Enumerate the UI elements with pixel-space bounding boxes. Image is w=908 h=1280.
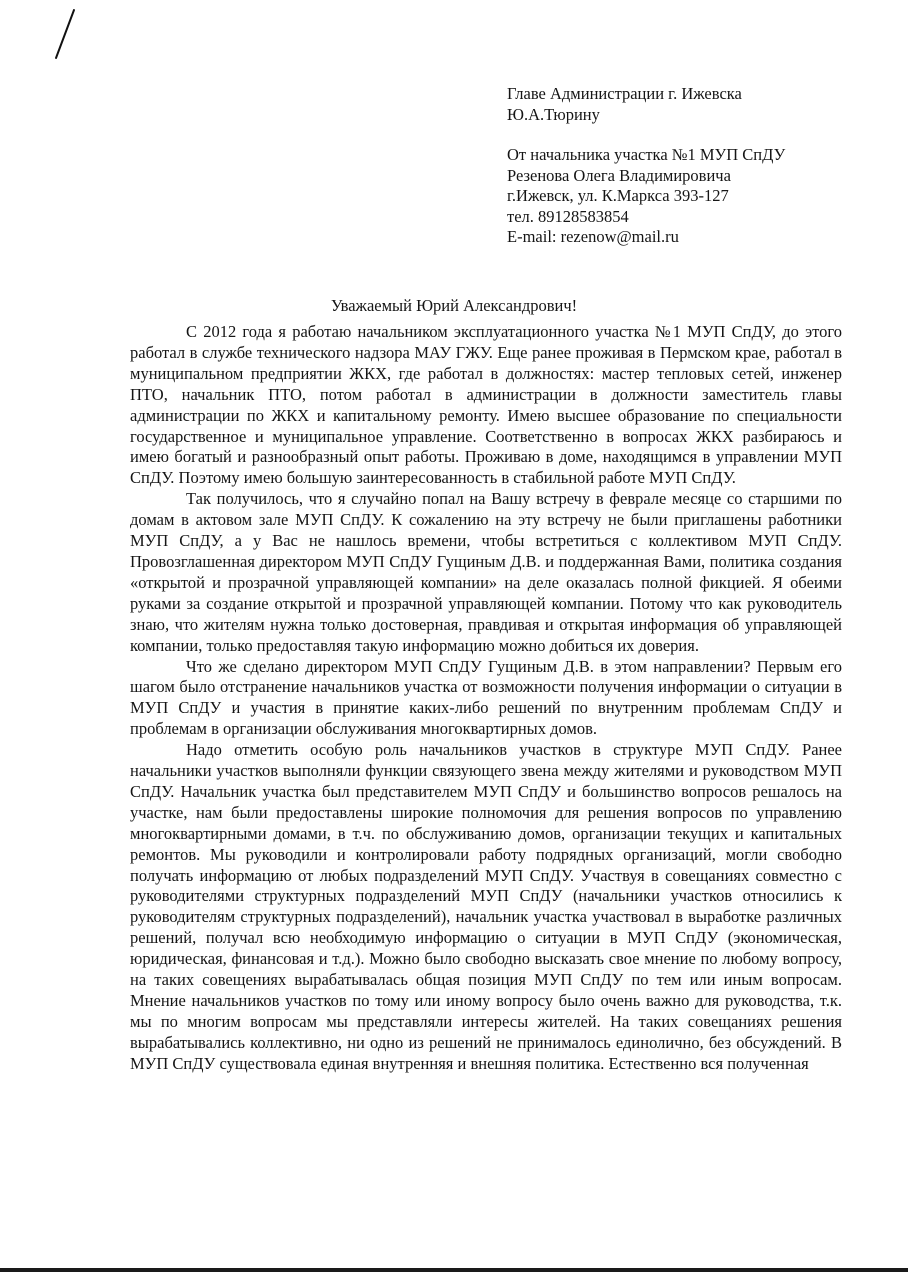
letter-body bbox=[130, 322, 842, 1075]
recipient-title: Главе Администрации г. Ижевска bbox=[507, 84, 742, 103]
sender-email: E-mail: rezenow@mail.ru bbox=[507, 227, 679, 246]
salutation: Уважаемый Юрий Александрович! bbox=[330, 296, 578, 315]
addressee-block bbox=[507, 84, 785, 248]
sender-phone: тел. 89128583854 bbox=[507, 206, 629, 226]
recipient-name: Ю.А.Тюрину bbox=[507, 104, 600, 124]
paragraph: Надо отметить особую роль начальников участков в структуре МУП СпДУ. Ранее начальники участков выполняли функции связующего звена между жителями и руководством МУП СпДУ. Начальник участка был представителем МУП СпДУ и большинство вопросов решалось на участке, нам были предоставлены широкие полномочия для решения вопросов по управлению многоквартирными домами, в т.ч. по обслуживанию домов, организации текущих и капитальных ремонтов. Мы руководили и контролировали работу подрядных организаций, могли свободно получать информацию от любых подразделений МУП СпДУ. Участвуя в совещаниях совместно с руководителями структурных подразделений МУП СпДУ (начальники участков относились к руководителям структурных подразделений), начальник участка участвовал в выработке различных решений, получал всю необходимую информацию о ситуации в МУП СпДУ (экономическая, юридическая, финансовая и т.д.). Можно было свободно высказать свое мнение по любому вопросу, на таких совещениях вырабатывалась общая позиция МУП СпДУ по тем или иным вопросам. Мнение начальников участков по тому или иному вопросу было очень важно для руководства, т.к. мы по многим вопросам мы представляли интересы жителей. На таких совещаниях решения вырабатывались коллективно, ни одно из решений не принималось единолично, без обсуждений. В МУП СпДУ существовала единая внутренняя и внешняя политика. Естественно вся полученная bbox=[130, 740, 842, 1073]
handwritten-slash-mark bbox=[50, 8, 80, 60]
sender-position: От начальника участка №1 МУП СпДУ bbox=[507, 145, 786, 164]
sender-name: Резенова Олега Владимировича bbox=[507, 165, 731, 185]
paragraph: С 2012 года я работаю начальником эксплуатационного участка №1 МУП СпДУ, до этого работал в службе технического надзора МАУ ГЖУ. Еще ранее проживая в Пермском крае, работал в муниципальном предприятии ЖКХ, где работал в должностях: мастер тепловых сетей, инженер ПТО, начальник ПТО, потом работал в администрации в должности заместитель главы администрации по ЖКХ и капитальному ремонту. Имею высшее образование по специальности государственное и муниципальное управление. Соответственно в вопросах ЖКХ разбираюсь и имею богатый и разнообразный опыт работы. Проживаю в доме, находящимся в управлении МУП СпДУ. Поэтому имею большую заинтересованность в стабильной работе МУП СпДУ. bbox=[130, 322, 842, 488]
page-bottom-line bbox=[0, 1268, 908, 1272]
paragraph: Так получилось, что я случайно попал на Вашу встречу в феврале месяце со старшими по домам в актовом зале МУП СпДУ. К сожалению на эту встречу не были приглашены работники МУП СпДУ, а у Вас не нашлось времени, чтобы встретиться с коллективом МУП СпДУ. Провозглашенная директором МУП СпДУ Гущиным Д.В. и поддержанная Вами, политика создания «открытой и прозрачной управляющей компании» на деле оказалась полной фикцией. Я обеими руками за создание открытой и прозрачной управляющей компании. Потому что как руководитель знаю, что жителям нужна только достоверная, правдивая и открытая информация об управляющей компании, только предоставляя такую информацию можно добиться их доверия. bbox=[130, 489, 842, 655]
sender-address: г.Ижевск, ул. К.Маркса 393-127 bbox=[507, 186, 729, 205]
paragraph: Что же сделано директором МУП СпДУ Гущиным Д.В. в этом направлении? Первым его шагом было отстранение начальников участка от возможности получения информации о ситуации в МУП СпДУ и участия в принятие каких-либо решений по внутренним проблемам СпДУ и проблемам в организации обслуживания многоквартирных домов. bbox=[130, 656, 842, 739]
